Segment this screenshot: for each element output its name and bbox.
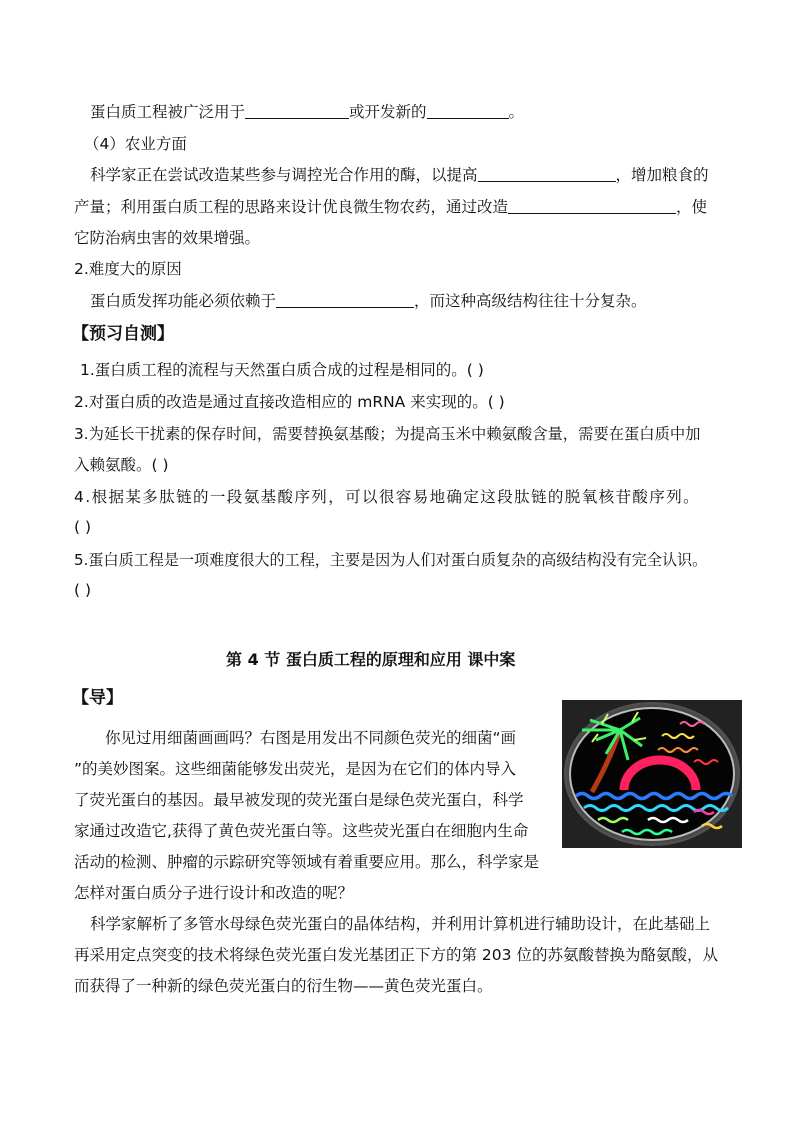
guide-heading: 【导】: [72, 688, 123, 708]
line-pest-effect: 它防治病虫害的效果增强。: [74, 229, 261, 247]
guide-p1-line4: 家通过改造它,获得了黄色荧光蛋白等。这些荧光蛋白在细胞内生命: [74, 822, 529, 840]
guide-p1-line1: 你见过用细菌画画吗？右图是用发出不同颜色荧光的细菌“画: [105, 729, 517, 747]
guide-p1-line3: 了荧光蛋白的基因。最早被发现的荧光蛋白是绿色荧光蛋白，科学: [74, 791, 524, 809]
quiz-q5-line2: ( ): [74, 581, 92, 599]
text: 科学家正在尝试改造某些参与调控光合作用的酶，以提高: [90, 166, 478, 184]
text: 或开发新的: [349, 103, 427, 121]
fill-blank[interactable]: [276, 291, 414, 308]
fill-blank[interactable]: [427, 102, 509, 119]
quiz-q3-line1: 3.为延长干扰素的保存时间，需要替换氨基酸；为提高玉米中赖氨酸含量，需要在蛋白质中加: [74, 425, 701, 443]
line-photosynthesis: [90, 164, 709, 186]
text: ，增加粮食的: [615, 166, 709, 184]
petri-dish-illustration: [562, 700, 742, 848]
text: ，使: [676, 198, 708, 216]
quiz-q1: 1.蛋白质工程的流程与天然蛋白质合成的过程是相同的。( ): [80, 361, 484, 379]
fill-blank[interactable]: [508, 197, 676, 214]
text: 。: [508, 103, 525, 121]
text: 蛋白质工程被广泛用于: [90, 103, 246, 121]
section-difficulty: 2.难度大的原因: [74, 260, 182, 278]
guide-p1-line5: 活动的检测、肿瘤的示踪研究等领域有着重要应用。那么，科学家是: [74, 853, 540, 871]
lesson-title: 第 4 节 蛋白质工程的原理和应用 课中案: [226, 650, 516, 669]
guide-p1-line2: ”的美妙图案。这些细菌能够发出荧光，是因为在它们的体内导入: [74, 760, 517, 778]
preview-heading: 【预习自测】: [72, 324, 174, 344]
text: ，而这种高级结构往往十分复杂。: [414, 292, 647, 310]
bacteria-art-petri-dish-image: [562, 700, 742, 848]
fill-blank[interactable]: [478, 165, 616, 182]
subheading-agriculture: （4）农业方面: [84, 135, 187, 153]
quiz-q4-line2: ( ): [74, 518, 92, 536]
fill-blank[interactable]: [245, 102, 349, 119]
guide-p2-line1: 科学家解析了多管水母绿色荧光蛋白的晶体结构，并利用计算机进行辅助设计，在此基础上: [90, 915, 711, 933]
text: 产量；利用蛋白质工程的思路来设计优良微生物农药，通过改造: [74, 198, 509, 216]
line-structure: [90, 290, 647, 312]
line-applications: [90, 101, 524, 123]
guide-p2-line2: 再采用定点突变的技术将绿色荧光蛋白发光基团正下方的第 203 位的苏氨酸替换为酪氨酸，从: [74, 946, 718, 964]
quiz-q3-line2: 入赖氨酸。( ): [74, 456, 169, 474]
quiz-q5-line1: 5.蛋白质工程是一项难度很大的工程，主要是因为人们对蛋白质复杂的高级结构没有完全认识。: [74, 551, 708, 569]
guide-p2-line3: 而获得了一种新的绿色荧光蛋白的衍生物——黄色荧光蛋白。: [74, 977, 493, 995]
quiz-q2: 2.对蛋白质的改造是通过直接改造相应的 mRNA 来实现的。( ): [74, 393, 505, 411]
text: 蛋白质发挥功能必须依赖于: [90, 292, 277, 310]
quiz-q4-line1: 4.根据某多肽链的一段氨基酸序列，可以很容易地确定这段肽链的脱氧核苷酸序列。: [74, 488, 700, 506]
guide-p1-line6: 怎样对蛋白质分子进行设计和改造的呢？: [74, 884, 354, 902]
line-pesticide: [74, 196, 707, 218]
